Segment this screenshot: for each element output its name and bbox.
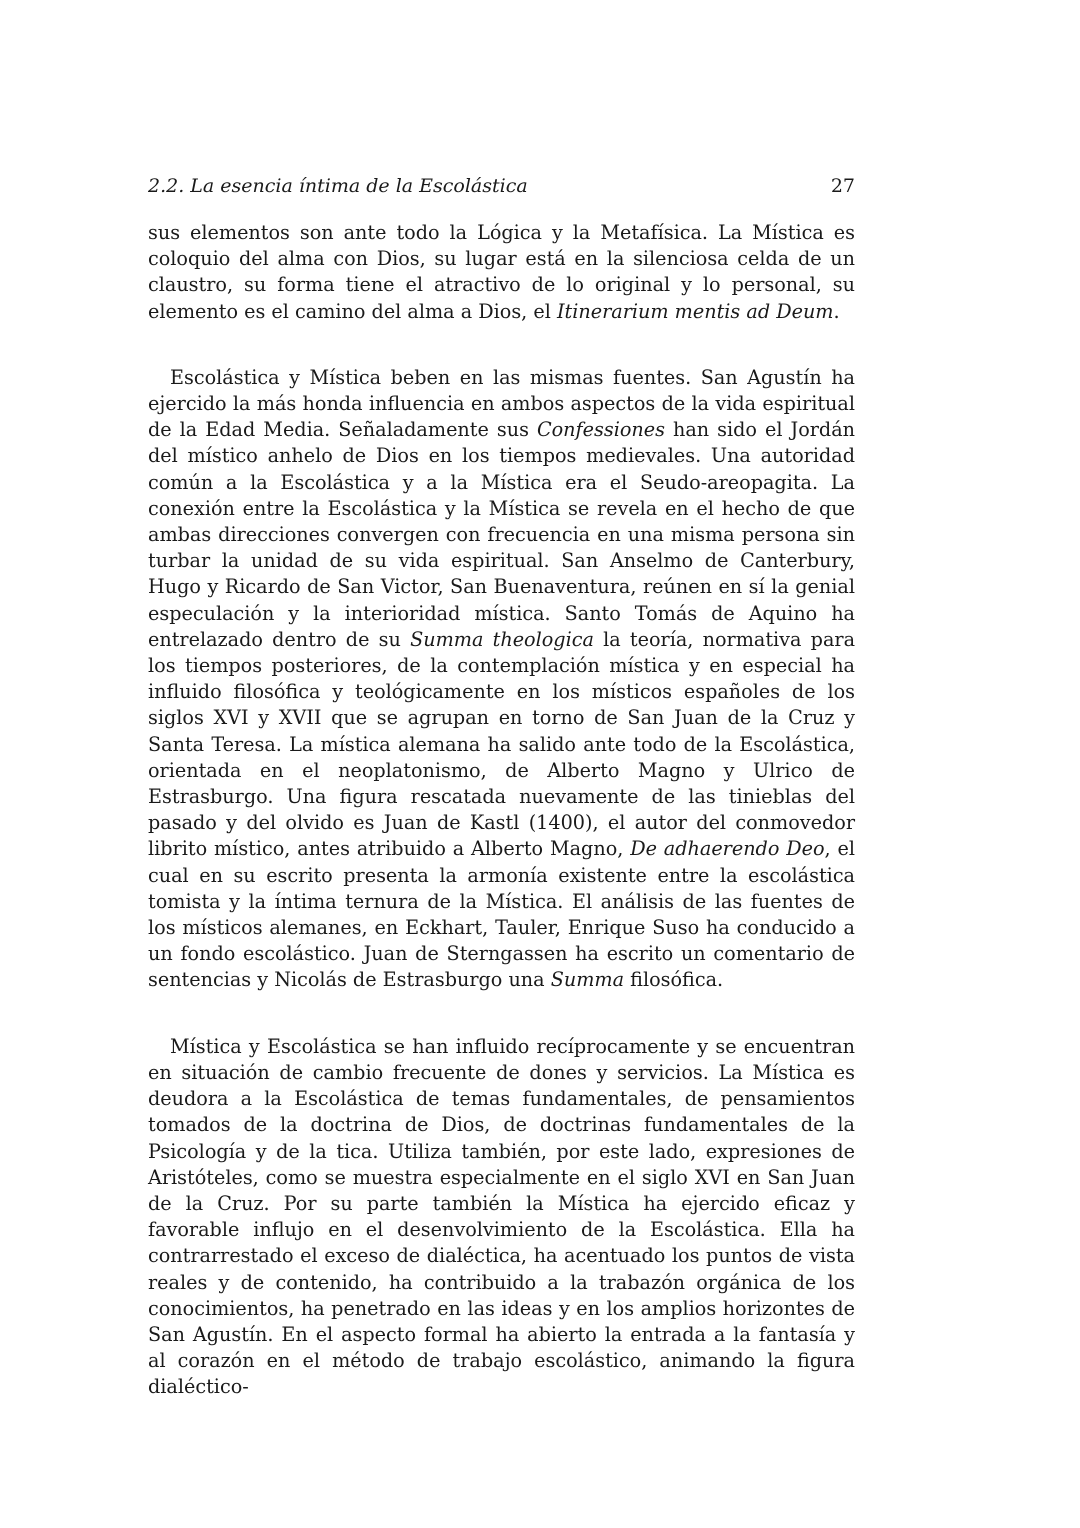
text-run: Mística y Escolástica se han influido recíprocamente y se encuentran en situación de cambio frecuente de dones y servicios. La Mística es deudora a la Escolástica de temas fundamentales, de pensamientos tomados de la doctrina de Dios, de doctrinas fundamentales de la Psicología y de la tica. Utiliza también, por este lado, expresiones de Aristóteles, como se muestra especialmente en el siglo XVI en San Juan de la Cruz. Por su parte también la Mística ha ejercido eficaz y favorable influjo en el desenvolvimiento de la Escolástica. Ella ha contrarrestado el exceso de dialéctica, ha acentuado los puntos de vista reales y de contenido, ha contribuido a la trabazón orgánica de los conocimientos, ha penetrado en las ideas y en los amplios horizontes de San Agustín. En el aspecto formal ha abierto la entrada a la fantasía y al corazón en el método de trabajo escolástico, animando la figura dialéctico- <box>148 1034 855 1399</box>
text-run: sus elementos son ante todo la Lógica y la Metafísica. La Mística es coloquio del alma con Dios, su lugar está en la silenciosa celda de un claustro, su forma tiene el atractivo de lo original y lo personal, su elemento es el camino del alma a Dios, el <box>148 221 855 323</box>
running-header <box>148 172 855 200</box>
italic-title: Summa theologica <box>410 627 594 651</box>
paragraph-3 <box>148 1034 855 1401</box>
text-run: han sido el Jordán del místico anhelo de Dios en los tiempos medievales. Una autoridad común a la Escolástica y a la Mística era el Seudo-areopagita. La conexión entre la Escolástica y la Mística se revela en el hecho de que ambas direcciones convergen con frecuencia en una misma persona sin turbar la unidad de su vida espiritual. San Anselmo de Canterbury, Hugo y Ricardo de San Victor, San Buenaventura, reúnen en sí la genial especulación y la interioridad mística. Santo Tomás de Aquino ha entrelazado dentro de su <box>148 418 856 651</box>
italic-title: Itinerarium mentis ad Deum <box>556 299 834 323</box>
italic-title: Confessiones <box>536 418 665 442</box>
paragraph-2 <box>148 365 855 994</box>
paragraph-gap <box>148 994 855 1034</box>
section-title: 2.2. La esencia íntima de la Escolástica <box>148 175 528 197</box>
italic-title: De adhaerendo Deo <box>630 837 825 861</box>
page-number: 27 <box>830 175 855 197</box>
text-run: . <box>833 299 840 323</box>
text-run: filosófica. <box>624 968 724 992</box>
document-page <box>148 172 855 1401</box>
text-run: la teoría, normativa para los tiempos posteriores, de la contemplación mística y en especial ha influido filosófica y teológicamente en los místicos españoles de los siglos XVI y XVII que se agrupan en torno de San Juan de la Cruz y Santa Teresa. La mística alemana ha salido ante todo de la Escolástica, orientada en el neoplatonismo, de Alberto Magno y Ulrico de Estrasburgo. Una figura rescatada nuevamente de las tinieblas del pasado y del olvido es Juan de Kastl (1400), el autor del conmovedor librito místico, antes atribuido a Alberto Magno, <box>148 627 856 861</box>
italic-title: Summa <box>550 968 625 992</box>
paragraph-1 <box>148 220 855 325</box>
text-run: Escolástica y Mística beben en las mismas fuentes. San Agustín ha ejercido la más honda influencia en ambos aspectos de la vida espiritual de la Edad Media. Señaladamente sus <box>148 365 855 442</box>
text-run: , el cual en su escrito presenta la armonía existente entre la escolástica tomista y la íntima ternura de la Mística. El análisis de las fuentes de los místicos alemanes, en Eckhart, Tauler, Enrique Suso ha conducido a un fondo escolástico. Juan de Sterngassen ha escrito un comentario de sentencias y Nicolás de Estrasburgo una <box>148 837 855 992</box>
paragraph-gap <box>148 325 855 365</box>
